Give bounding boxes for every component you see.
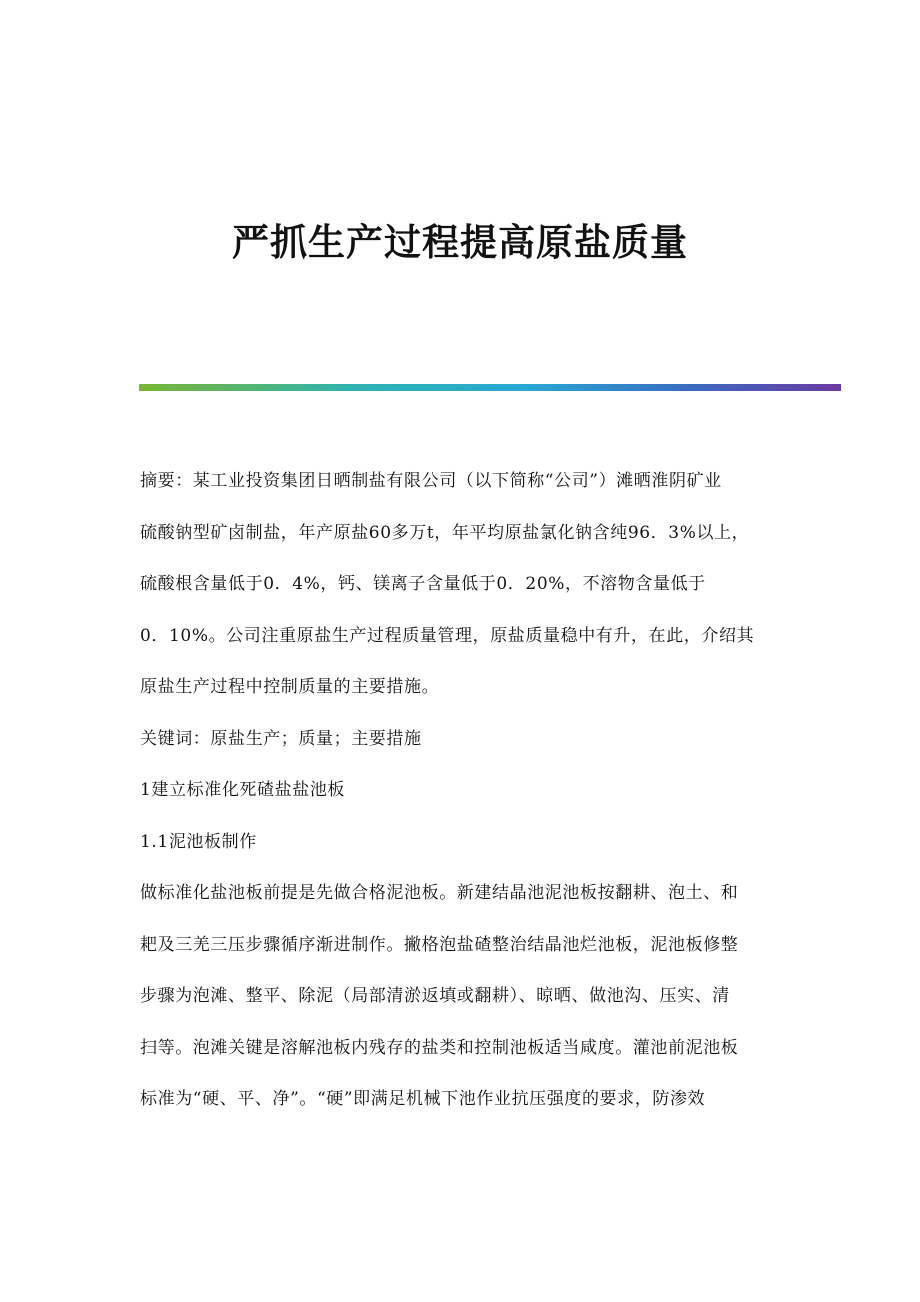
- body-line-3: 步骤为泡滩、整平、除泥（局部清淤返填或翻耕）、晾晒、做池沟、压实、清: [140, 986, 730, 1006]
- document-title: 严抓生产过程提高原盐质量: [232, 220, 688, 264]
- abstract-line-2: 硫酸钠型矿卤制盐，年产原盐60多万t，年平均原盐氯化钠含纯96．3%以上，: [140, 522, 750, 543]
- section-heading-1: 1建立标准化死碴盐盐池板: [140, 780, 346, 800]
- body-line-5: 标准为“硬、平、净”。“硬”即满足机械下池作业抗压强度的要求，防渗效: [140, 1089, 706, 1109]
- gradient-divider: [139, 384, 841, 391]
- body-line-1: 做标准化盐池板前提是先做合格泥池板。新建结晶池泥池板按翻耕、泡土、和: [140, 883, 739, 903]
- document-body: [140, 456, 780, 1126]
- abstract-line-4: 0．10%。公司注重原盐生产过程质量管理，原盐质量稳中有升，在此，介绍其: [140, 625, 755, 646]
- subsection-heading-1-1: 1.1泥池板制作: [140, 831, 257, 852]
- abstract-line-5: 原盐生产过程中控制质量的主要措施。: [140, 677, 440, 697]
- keywords-line: 关键词：原盐生产；质量；主要措施: [140, 728, 422, 749]
- abstract-line-1: 摘要：某工业投资集团日晒制盐有限公司（以下简称“公司”）滩晒淮阴矿业: [140, 471, 722, 491]
- abstract-line-3: 硫酸根含量低于0．4%，钙、镁离子含量低于0．20%，不溶物含量低于: [140, 574, 706, 594]
- body-line-2: 耙及三羌三压步骤循序渐进制作。撇格泡盐碴整治结晶池烂池板，泥池板修整: [140, 934, 739, 955]
- body-line-4: 扫等。泡滩关键是溶解池板内残存的盐类和控制池板适当咸度。灌池前泥池板: [140, 1037, 739, 1058]
